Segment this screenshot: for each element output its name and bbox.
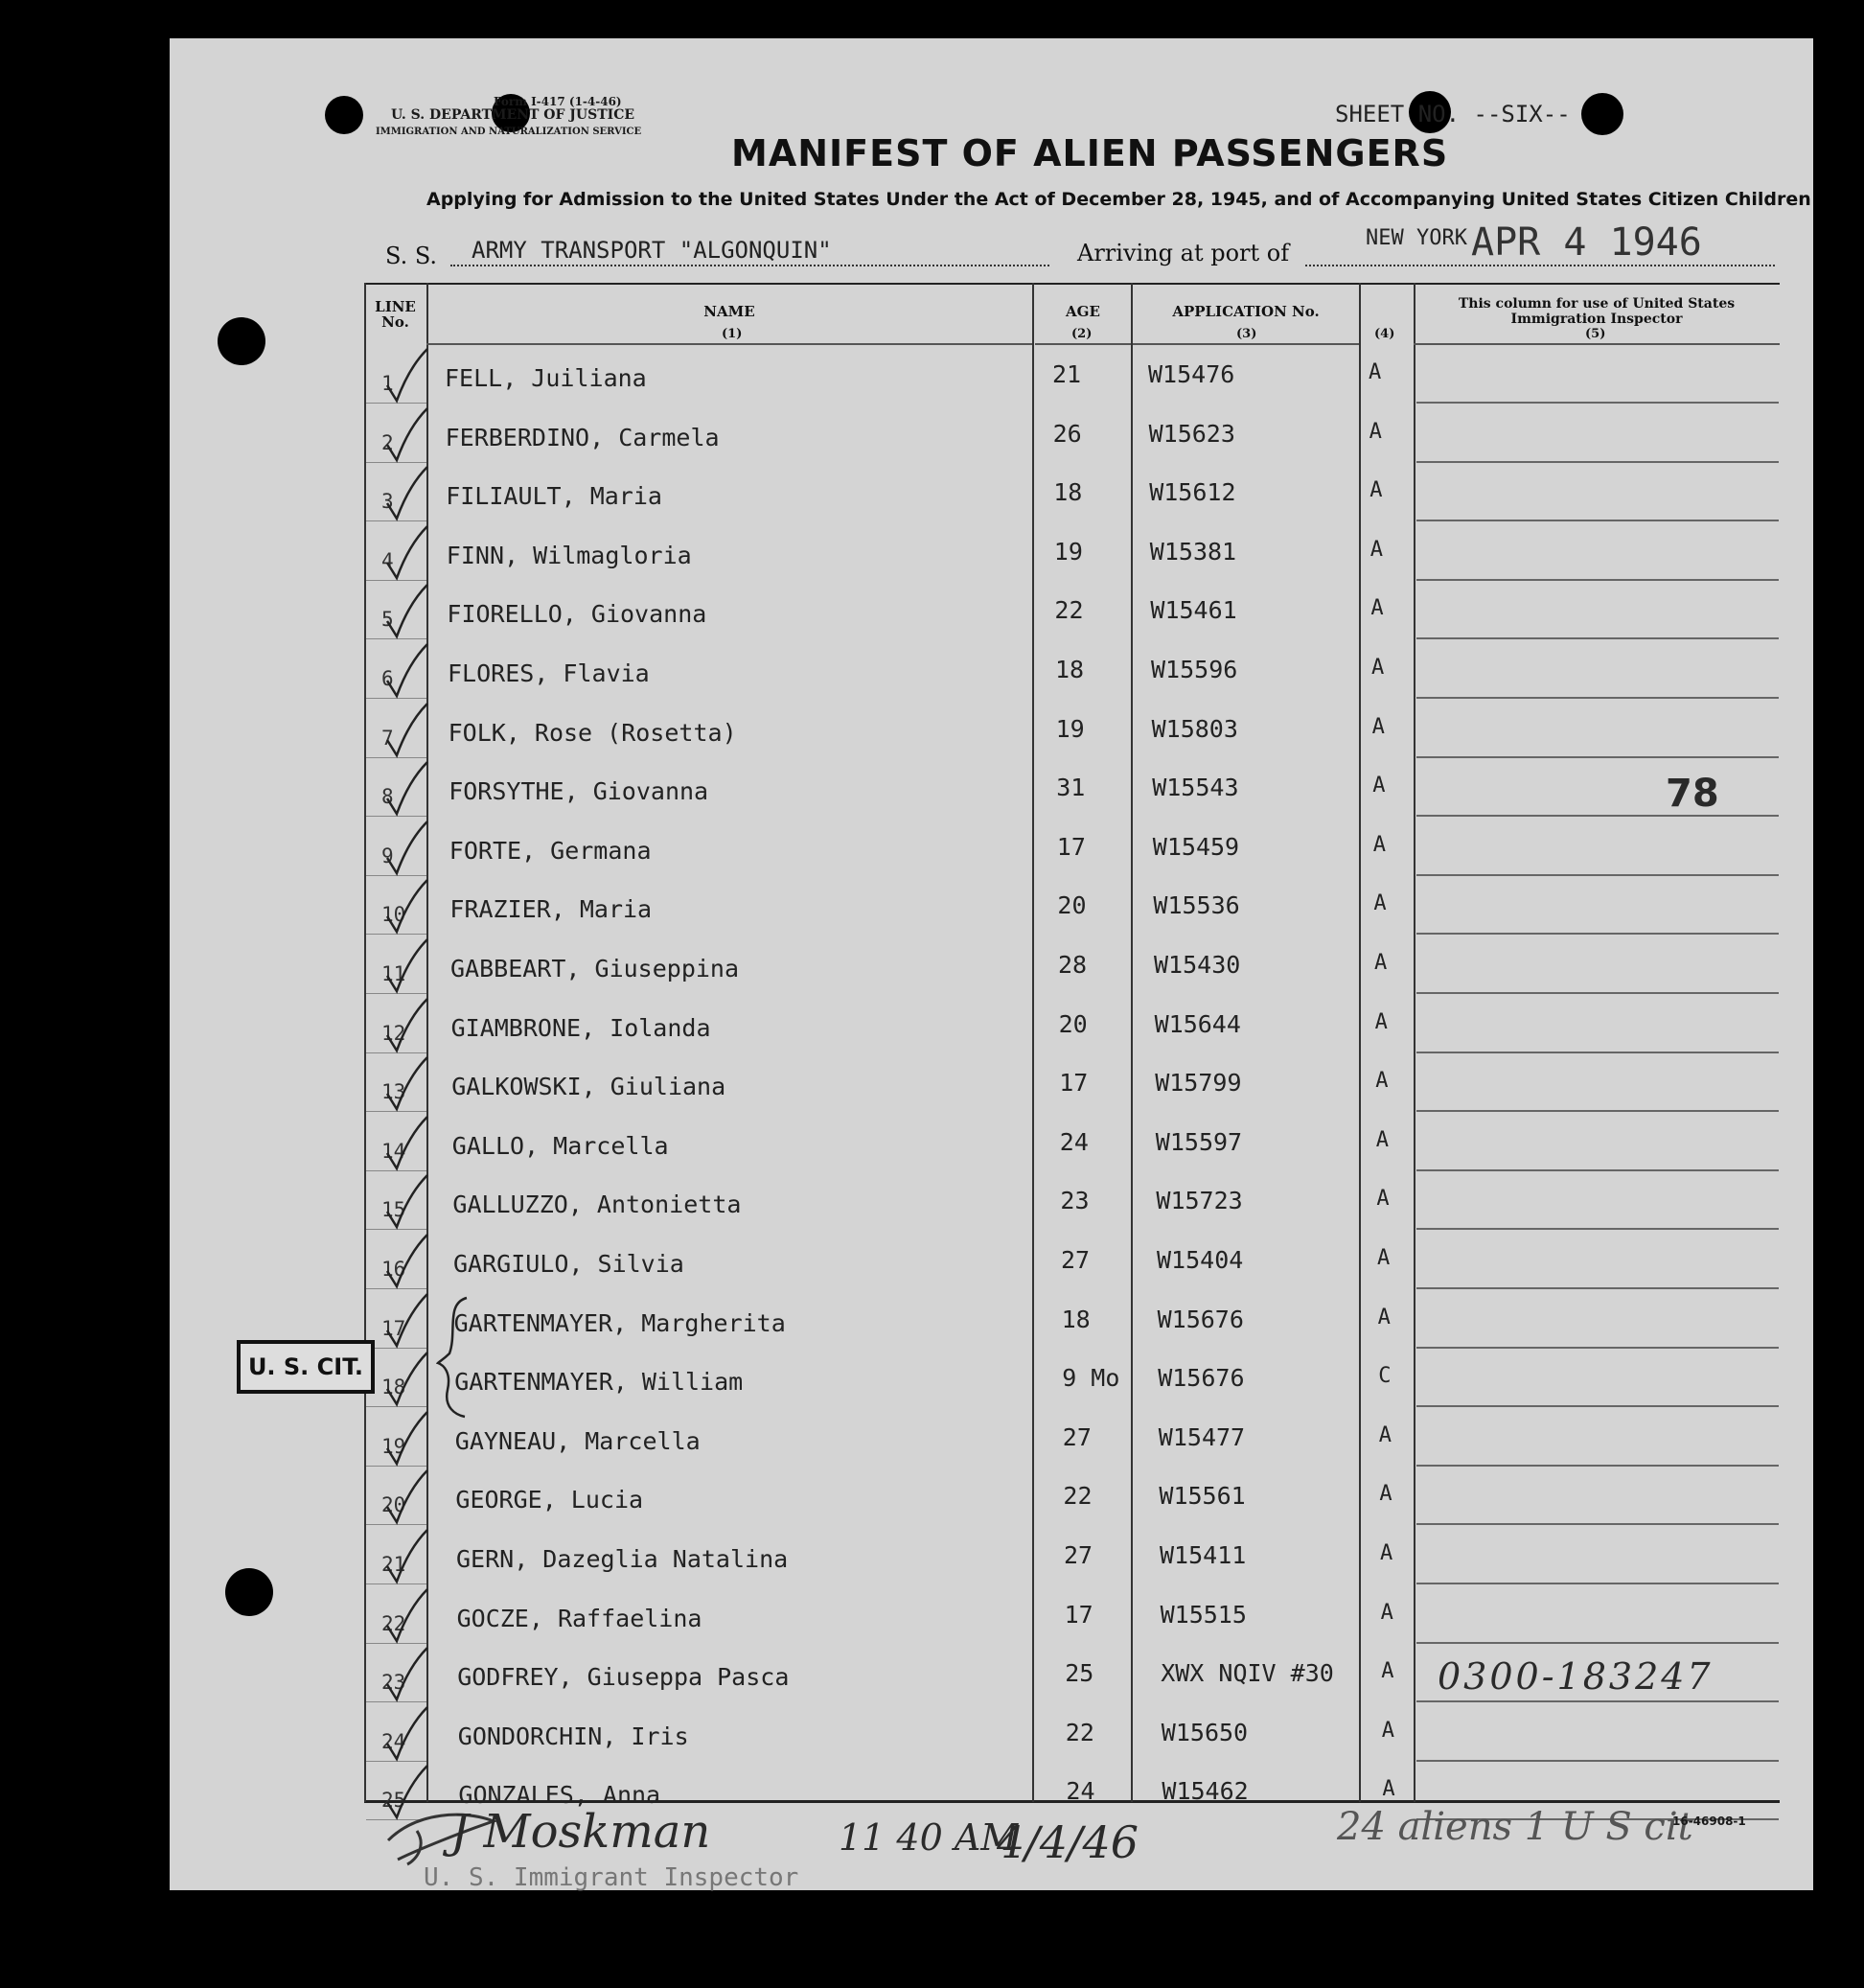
class-code: A [1371, 656, 1385, 680]
inspector-line [1416, 1287, 1779, 1289]
passenger-name: GONDORCHIN, Iris [457, 1722, 689, 1750]
department: U. S. DEPARTMENT OF JUSTICE [391, 107, 635, 123]
passenger-name: FLORES, Flavia [448, 659, 650, 687]
col-header-application: APPLICATION No. [1172, 303, 1320, 320]
header-rule [426, 343, 1032, 345]
col-header-age: AGE [1066, 303, 1100, 320]
punch-hole [218, 317, 265, 365]
application-number: W15461 [1150, 596, 1237, 624]
col-header-inspector: This column for use of United States Immigration Inspector [1458, 296, 1736, 327]
port-name: NEW YORK [1366, 226, 1467, 250]
passenger-age: 22 [1065, 1719, 1094, 1746]
arrival-date-stamp: APR 4 1946 [1471, 220, 1702, 265]
class-code: A [1369, 538, 1384, 562]
application-number: W15381 [1149, 538, 1237, 566]
passenger-name: GABBEART, Giuseppina [450, 955, 740, 982]
header-rule [1133, 343, 1359, 345]
application-number: W15650 [1161, 1719, 1249, 1746]
passenger-name: FORTE, Germana [449, 837, 652, 865]
class-code: A [1375, 1128, 1390, 1152]
passenger-age: 17 [1056, 833, 1086, 861]
row-line-number: 1 [381, 372, 394, 395]
inspector-line [1416, 461, 1779, 463]
family-bracket [436, 1294, 474, 1419]
ship-dotted-line [450, 265, 1049, 266]
check-mark-icon [383, 1115, 431, 1172]
class-code: A [1382, 1777, 1395, 1801]
col-num-application: (3) [1236, 327, 1257, 341]
port-label: Arriving at port of [1077, 240, 1290, 266]
class-code: A [1381, 1719, 1395, 1743]
class-code: A [1374, 951, 1388, 975]
passenger-name: FRAZIER, Maria [449, 895, 653, 923]
class-code: A [1377, 1246, 1391, 1270]
passenger-name: GARTENMAYER, William [454, 1368, 744, 1396]
check-mark-icon [383, 937, 431, 995]
col-divider [1359, 283, 1361, 1802]
row-line-number: 12 [381, 1022, 406, 1045]
inspector-line [1416, 874, 1779, 876]
inspector-line [1416, 579, 1779, 581]
class-code: A [1372, 774, 1386, 798]
row-line-number: 11 [381, 962, 406, 985]
passenger-name: FERBERDINO, Carmela [445, 424, 720, 451]
application-number: W15515 [1160, 1601, 1247, 1629]
class-code: A [1380, 1601, 1393, 1625]
class-code: A [1373, 891, 1387, 915]
passenger-age: 24 [1066, 1777, 1095, 1805]
header-rule [1035, 343, 1131, 345]
check-mark-icon [383, 1173, 431, 1231]
form-code: 16-46908-1 [1672, 1815, 1746, 1828]
passenger-age: 20 [1057, 891, 1087, 919]
passenger-age: 28 [1058, 951, 1088, 979]
check-mark-icon [383, 524, 431, 582]
row-line-number: 6 [381, 667, 394, 690]
punch-hole [225, 1568, 273, 1616]
passenger-name: GONZALES, Anna [458, 1781, 661, 1809]
application-number: W15430 [1154, 951, 1241, 979]
passenger-age: 24 [1059, 1128, 1089, 1156]
check-mark-icon [383, 1055, 431, 1113]
passenger-age: 18 [1053, 478, 1083, 506]
tally-note: 24 aliens 1 U S cit [1337, 1805, 1693, 1849]
check-mark-icon [383, 1468, 431, 1526]
passenger-age: 27 [1061, 1246, 1091, 1274]
row-line-number: 24 [381, 1730, 406, 1753]
class-code: A [1371, 715, 1385, 739]
passenger-name: GIAMBRONE, Iolanda [450, 1014, 711, 1042]
col-header-line: LINE No. [375, 298, 416, 331]
row-line-number: 20 [381, 1493, 406, 1516]
inspector-line [1416, 1169, 1779, 1171]
header-rule [1414, 343, 1780, 345]
passenger-name: GARGIULO, Silvia [453, 1250, 684, 1278]
class-code: C [1378, 1364, 1392, 1388]
inspector-line [1416, 1228, 1779, 1230]
signature-time: 11 40 AM [839, 1816, 1019, 1859]
col-num-4: (4) [1374, 327, 1395, 341]
class-code: A [1380, 1541, 1393, 1565]
check-mark-icon [383, 820, 431, 877]
class-code: A [1377, 1306, 1391, 1329]
check-mark-icon [383, 702, 431, 759]
application-number: W15477 [1158, 1423, 1246, 1451]
row-line-number: 18 [381, 1375, 406, 1399]
passenger-name: GARTENMAYER, Margherita [453, 1309, 786, 1337]
inspector-line [1416, 1583, 1779, 1584]
inspector-line [1416, 1465, 1779, 1467]
port-dotted-line [1305, 265, 1775, 266]
col-num-age: (2) [1071, 327, 1093, 341]
inspector-line [1416, 756, 1779, 758]
inspector-line [1416, 1405, 1779, 1407]
passenger-name: FORSYTHE, Giovanna [449, 777, 709, 805]
application-number: W15676 [1158, 1364, 1245, 1392]
row-line-number: 9 [381, 844, 394, 867]
passenger-name: GALLUZZO, Antonietta [452, 1190, 742, 1218]
inspector-line [1416, 815, 1779, 817]
row-line-number: 25 [381, 1789, 406, 1812]
passenger-name: GEORGE, Lucia [455, 1486, 644, 1514]
passenger-age: 23 [1060, 1187, 1090, 1214]
check-mark-icon [383, 1410, 431, 1468]
inspector-signature: J Moskman [450, 1805, 711, 1859]
passenger-name: FILIAULT, Maria [446, 482, 662, 510]
inspector-line [1416, 1642, 1779, 1644]
passenger-age: 22 [1054, 596, 1084, 624]
col-num-inspector: (5) [1585, 327, 1606, 341]
application-number: W15676 [1157, 1306, 1244, 1333]
signature-date: 4/4/46 [997, 1816, 1139, 1868]
passenger-age: 27 [1064, 1541, 1093, 1569]
check-mark-icon [383, 1705, 431, 1763]
table-top-rule [364, 283, 1780, 285]
inspector-line [1416, 520, 1779, 521]
passenger-age: 31 [1056, 774, 1086, 801]
check-mark-icon [383, 347, 431, 405]
class-code: A [1369, 360, 1382, 384]
row-line-number: 19 [381, 1435, 406, 1458]
passenger-age: 18 [1061, 1306, 1091, 1333]
class-code: A [1379, 1482, 1392, 1506]
application-number: W15411 [1160, 1541, 1247, 1569]
passenger-age: 20 [1058, 1010, 1088, 1038]
check-mark-icon [383, 642, 431, 700]
class-code: A [1375, 1069, 1389, 1093]
application-number: W15597 [1155, 1128, 1243, 1156]
passenger-name: FINN, Wilmagloria [446, 542, 692, 569]
passenger-age: 9 Mo [1062, 1364, 1120, 1392]
passenger-name: GODFREY, Giuseppa Pasca [457, 1663, 790, 1691]
passenger-name: GALKOWSKI, Giuliana [451, 1073, 726, 1100]
passenger-name: FELL, Juiliana [445, 364, 647, 392]
page-subtitle: Applying for Admission to the United States Under the Act of December 28, 1945, and of Accompanying United States Citizen Children [426, 189, 1811, 210]
service: IMMIGRATION AND NATURALIZATION SERVICE [376, 127, 642, 137]
check-mark-icon [383, 1528, 431, 1585]
passenger-age: 26 [1052, 420, 1082, 448]
passenger-name: FIORELLO, Giovanna [447, 600, 707, 628]
check-mark-icon [383, 1292, 431, 1350]
col-divider [1131, 283, 1133, 1802]
row-line-number: 13 [381, 1080, 406, 1103]
manifest-table [364, 283, 1780, 1802]
class-code: A [1381, 1659, 1394, 1683]
passenger-name: GERN, Dazeglia Natalina [456, 1545, 789, 1573]
passenger-name: GALLO, Marcella [451, 1132, 669, 1160]
ship-name: ARMY TRANSPORT "ALGONQUIN" [472, 237, 832, 264]
row-line-number: 5 [381, 608, 394, 631]
check-mark-icon [383, 1587, 431, 1645]
row-line-number: 21 [381, 1553, 406, 1576]
passenger-age: 25 [1065, 1659, 1094, 1687]
application-number: W15723 [1156, 1187, 1243, 1214]
passenger-age: 21 [1052, 360, 1082, 388]
row-line-number: 7 [381, 727, 394, 750]
row-line-number: 22 [381, 1612, 406, 1635]
passenger-age: 17 [1059, 1069, 1089, 1097]
row-line-number: 16 [381, 1258, 406, 1281]
inspector-note: 0300-183247 [1438, 1655, 1714, 1698]
passenger-age: 19 [1053, 538, 1083, 566]
application-number: W15596 [1151, 656, 1238, 683]
passenger-name: GOCZE, Raffaelina [456, 1605, 702, 1632]
row-line-number: 23 [381, 1671, 406, 1694]
check-mark-icon [383, 406, 431, 464]
application-number: W15612 [1149, 478, 1236, 506]
check-mark-icon [383, 583, 431, 640]
row-line-number: 2 [381, 431, 394, 454]
col-header-name: NAME [703, 303, 755, 320]
application-number: W15543 [1152, 774, 1239, 801]
inspector-line [1416, 1760, 1779, 1762]
check-mark-icon [383, 465, 431, 522]
row-line-number: 17 [381, 1317, 406, 1340]
application-number: XWX NQIV #30 [1161, 1659, 1334, 1687]
row-line-number: 4 [381, 549, 394, 572]
application-number: W15644 [1154, 1010, 1241, 1038]
col-divider [1414, 283, 1415, 1802]
inspector-note: 78 [1666, 772, 1719, 816]
inspector-title: U. S. Immigrant Inspector [424, 1863, 799, 1892]
inspector-line [1416, 933, 1779, 935]
class-code: A [1374, 1010, 1388, 1034]
inspector-line [1416, 697, 1779, 699]
inspector-line [1416, 1347, 1779, 1349]
form-number: Form I-417 (1-4-46) [494, 95, 622, 108]
passenger-name: GAYNEAU, Marcella [454, 1427, 701, 1455]
application-number: W15561 [1159, 1482, 1246, 1510]
col-divider [1032, 283, 1034, 1802]
class-code: A [1369, 478, 1383, 502]
row-line-number: 8 [381, 785, 394, 808]
ship-prefix: S. S. [385, 243, 438, 269]
punch-hole [325, 96, 363, 134]
row-line-number: 14 [381, 1140, 406, 1163]
inspector-line [1416, 1523, 1779, 1525]
row-line-number: 3 [381, 490, 394, 513]
application-number: W15459 [1152, 833, 1240, 861]
check-mark-icon [383, 878, 431, 936]
inspector-line [1416, 1700, 1779, 1702]
application-number: W15623 [1148, 420, 1235, 448]
check-mark-icon [383, 997, 431, 1054]
passenger-age: 17 [1064, 1601, 1093, 1629]
passenger-name: FOLK, Rose (Rosetta) [448, 719, 737, 747]
check-mark-icon [383, 760, 431, 818]
application-number: W15462 [1162, 1777, 1249, 1805]
check-mark-icon [383, 1646, 431, 1703]
punch-hole [1581, 93, 1623, 135]
sheet-number: SHEET NO. --SIX-- [1335, 101, 1571, 127]
check-mark-icon [383, 1233, 431, 1290]
passenger-age: 27 [1062, 1423, 1092, 1451]
inspector-line [1416, 992, 1779, 994]
check-mark-icon [383, 1351, 431, 1408]
row-line-number: 15 [381, 1198, 406, 1221]
class-code: A [1369, 420, 1382, 444]
inspector-line [1416, 637, 1779, 639]
application-number: W15536 [1153, 891, 1240, 919]
application-number: W15799 [1155, 1069, 1242, 1097]
row-line-number: 10 [381, 903, 406, 926]
class-code: A [1376, 1187, 1390, 1211]
passenger-age: 22 [1063, 1482, 1093, 1510]
page-title: MANIFEST OF ALIEN PASSENGERS [731, 132, 1449, 174]
application-number: W15476 [1148, 360, 1235, 388]
class-code: A [1372, 833, 1387, 857]
class-code: A [1378, 1423, 1392, 1447]
class-code: A [1370, 596, 1384, 620]
passenger-age: 19 [1055, 715, 1085, 743]
application-number: W15803 [1151, 715, 1238, 743]
inspector-line [1416, 1052, 1779, 1053]
application-number: W15404 [1157, 1246, 1244, 1274]
passenger-age: 18 [1055, 656, 1085, 683]
col-num-name: (1) [722, 327, 743, 341]
us-cit-stamp: U. S. CIT. [237, 1340, 375, 1394]
inspector-line [1416, 402, 1779, 404]
inspector-line [1416, 1110, 1779, 1112]
col-divider [364, 283, 366, 1802]
